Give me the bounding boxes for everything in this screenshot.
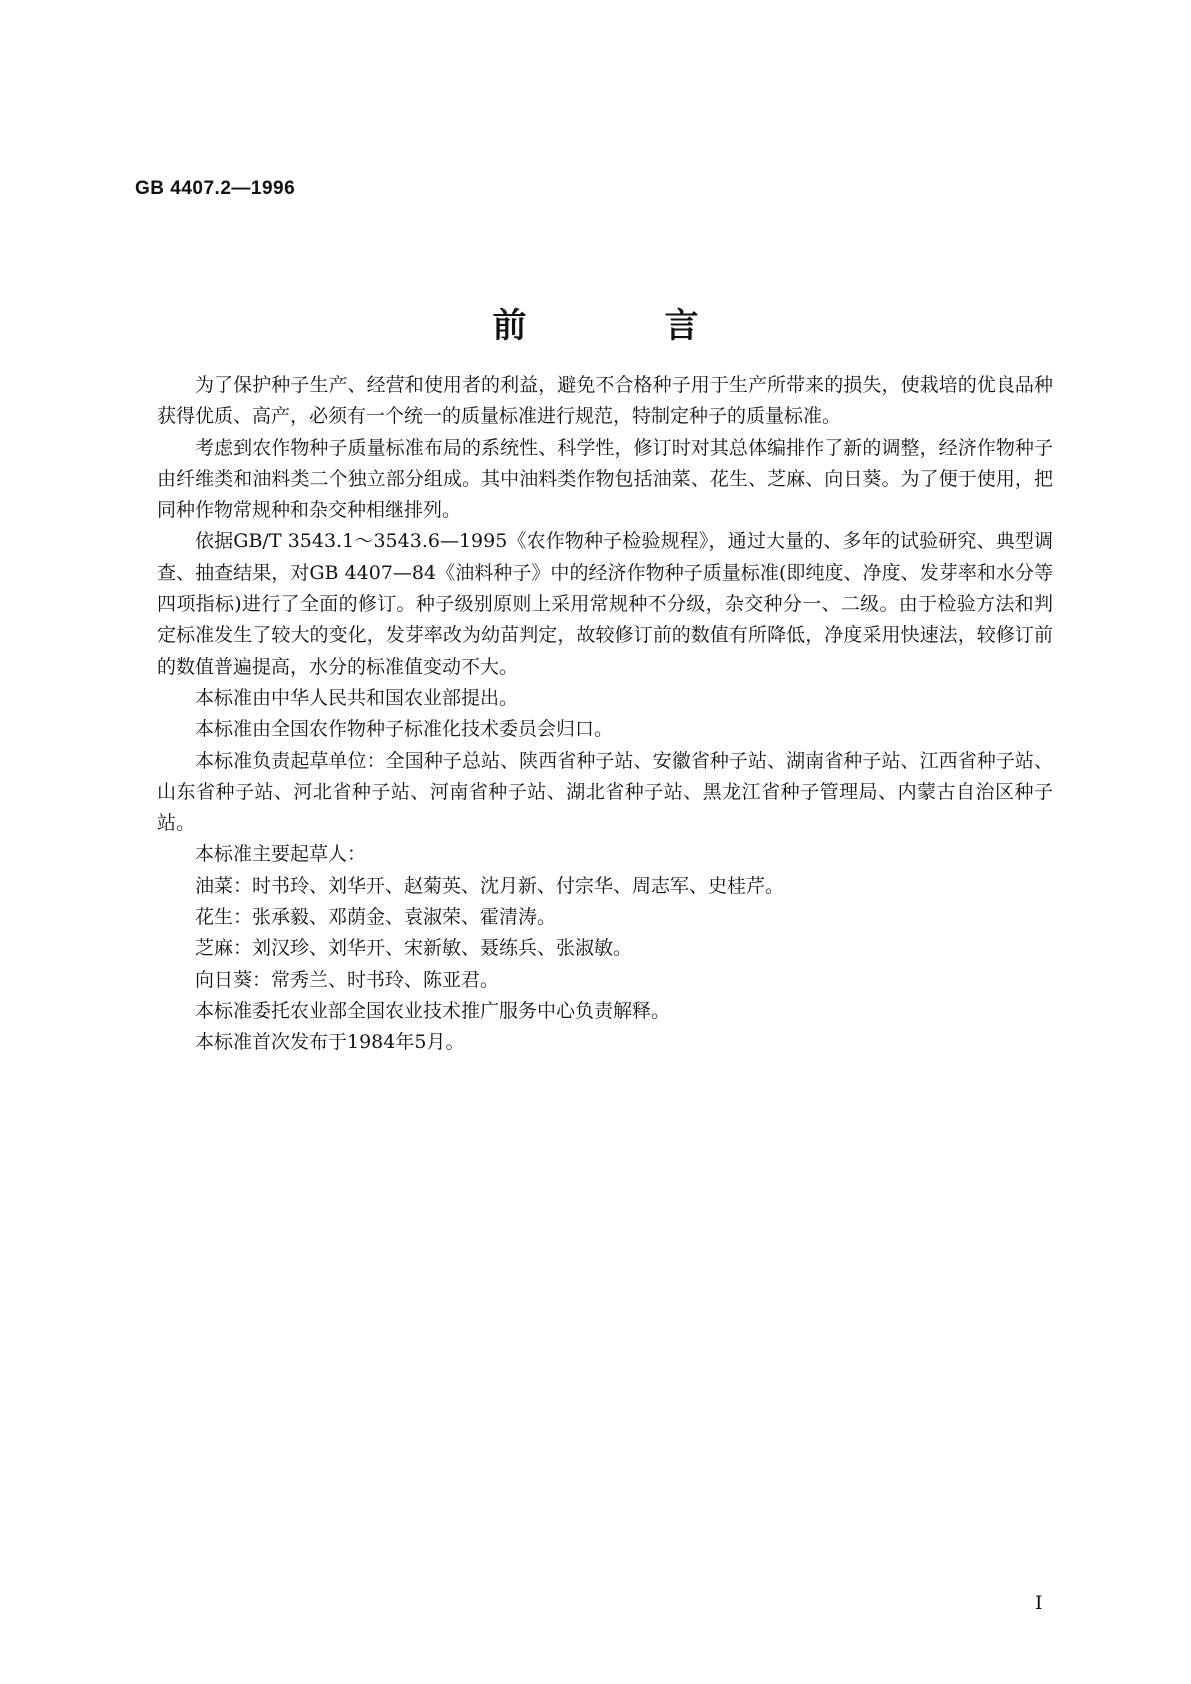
paragraph-proposer: 本标准由中华人民共和国农业部提出。 [195,686,519,709]
paragraph-drafting-units: 本标准负责起草单位：全国种子总站、陕西省种子站、安徽省种子站、湖南省种子站、江西省种子站、山东省种子站、河北省种子站、河南省种子站、湖北省种子站、黑龙江省种子管理局、内蒙古自治区种子站。 [157,749,1053,835]
drafters-rapeseed: 油菜：时书玲、刘华开、赵菊英、沈月新、付宗华、周志军、史桂芹。 [195,874,785,897]
paragraph-drafters-heading: 本标准主要起草人： [195,843,367,866]
drafters-peanut: 花生：张承毅、邓荫金、袁淑荣、霍清涛。 [195,906,557,929]
paragraph-interpretation: 本标准委托农业部全国农业技术推广服务中心负责解释。 [195,999,671,1022]
page-number: I [1035,1592,1043,1614]
standard-number: GB 4407.2—1996 [135,178,296,199]
drafters-sesame: 芝麻：刘汉珍、刘华开、宋新敏、聂练兵、张淑敏。 [195,937,633,960]
preface-body [157,370,1053,1059]
paragraph-basis: 依据GB/T 3543.1～3543.6—1995《农作物种子检验规程》，通过大量的、多年的试验研究、典型调查、抽查结果，对GB 4407—84《油料种子》中的经济作物种子质量标准(即纯度、净度、发芽率和水分等四项指标)进行了全面的修订。种子级别原则上采用常规种不分级，杂交种分一、二级。由于检验方法和判定标准发生了较大的变化，发芽率改为幼苗判定，故较修订前的数值有所降低，净度采用快速法，较修订前的数值普遍提高，水分的标准值变动不大。 [157,530,1053,678]
paragraph-first-release: 本标准首次发布于1984年5月。 [195,1031,465,1054]
paragraph-administrator: 本标准由全国农作物种子标准化技术委员会归口。 [195,718,614,741]
paragraph-layout: 考虑到农作物种子质量标准布局的系统性、科学性，修订时对其总体编排作了新的调整，经济作物种子由纤维类和油料类二个独立部分组成。其中油料类作物包括油菜、花生、芝麻、向日葵。为了便于使用，把同种作物常规种和杂交种相继排列。 [157,436,1053,522]
drafters-sunflower: 向日葵：常秀兰、时书玲、陈亚君。 [195,968,500,991]
paragraph-purpose: 为了保护种子生产、经营和使用者的利益，避免不合格种子用于生产所带来的损失，使栽培的优良品种获得优质、高产，必须有一个统一的质量标准进行规范，特制定种子的质量标准。 [157,374,1053,428]
page-title: 前 言 [492,306,751,346]
